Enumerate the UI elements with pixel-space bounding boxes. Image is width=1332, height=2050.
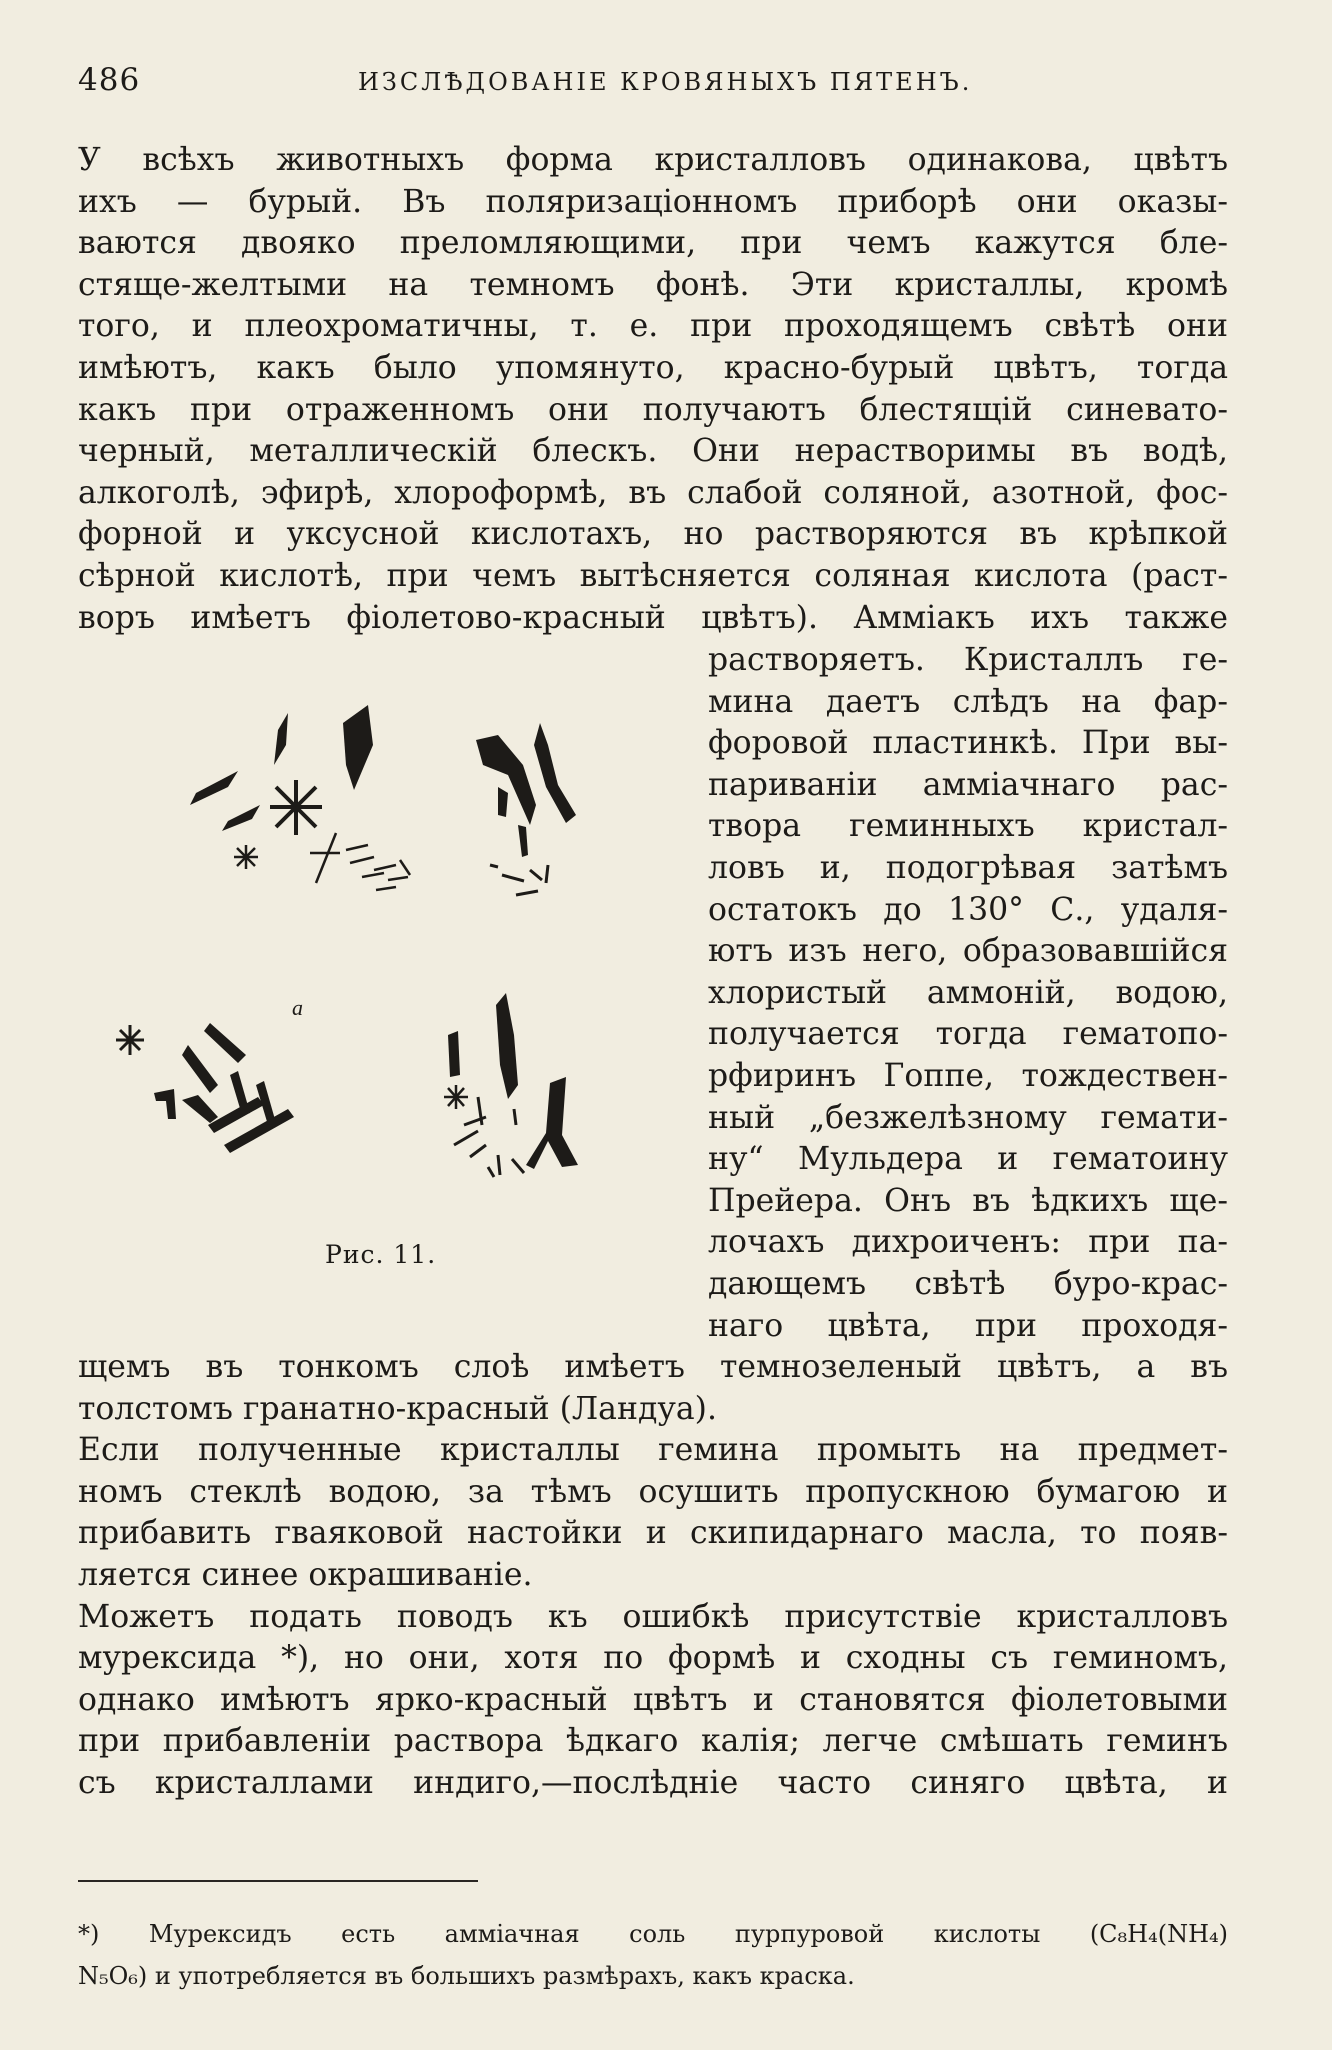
- figure-label-a: a: [292, 995, 303, 1020]
- text-line: черный, металлическій блескъ. Они нерастворимы въ водѣ,: [78, 433, 1228, 470]
- footnote-line: N₅O₆) и употребляется въ большихъ размѣрахъ, какъ краска.: [78, 1962, 855, 1990]
- page-number: 486: [78, 62, 141, 98]
- text-line: остатокъ до 130° С., удаля-: [708, 891, 1228, 928]
- text-line: толстомъ гранатно-красный (Ландуа).: [78, 1390, 717, 1427]
- paragraph-wrapped: [708, 640, 1228, 1347]
- text-line: однако имѣютъ ярко-красный цвѣтъ и становятся фіолетовыми: [78, 1681, 1228, 1718]
- text-line: лочахъ дихроиченъ: при па-: [708, 1224, 1228, 1261]
- text-line: наго цвѣта, при проходя-: [708, 1307, 1228, 1344]
- text-line: мурексида *), но они, хотя по формѣ и сходны съ геминомъ,: [78, 1640, 1228, 1677]
- text-line: ный „безжелѣзному гемати-: [708, 1099, 1228, 1136]
- text-line: ютъ изъ него, образовавшійся: [708, 933, 1228, 970]
- text-line: форной и уксусной кислотахъ, но растворяются въ крѣпкой: [78, 516, 1228, 553]
- paragraph-bottom: [78, 1347, 1228, 1805]
- text-line: ваются двояко преломляющими, при чемъ кажутся бле-: [78, 225, 1228, 262]
- text-line: ихъ — бурый. Въ поляризаціонномъ приборѣ они оказы-: [78, 183, 1228, 220]
- text-line: форовой пластинкѣ. При вы-: [708, 725, 1228, 762]
- text-line: Если полученные кристаллы гемина промыть на предмет-: [78, 1432, 1228, 1469]
- text-line: прибавить гваяковой настойки и скипидарнаго масла, то появ-: [78, 1515, 1228, 1552]
- text-line: какъ при отраженномъ они получаютъ блестящій синевато-: [78, 391, 1228, 428]
- text-line: твора геминныхъ кристал-: [708, 808, 1228, 845]
- text-line: при прибавленіи раствора ѣдкаго калія; легче смѣшать геминъ: [78, 1723, 1228, 1760]
- page-header: [78, 62, 1252, 106]
- text-line: имѣютъ, какъ было упомянуто, красно-бурый цвѣтъ, тогда: [78, 349, 1228, 386]
- text-line: сѣрной кислотѣ, при чемъ вытѣсняется соляная кислота (раст-: [78, 557, 1228, 594]
- text-line: Прейера. Онъ въ ѣдкихъ ще-: [708, 1182, 1228, 1219]
- footnote-divider: [78, 1880, 478, 1882]
- text-line: мина даетъ слѣдъ на фар-: [708, 683, 1228, 720]
- text-line: париваніи амміачнаго рас-: [708, 766, 1228, 803]
- text-line: воръ имѣетъ фіолетово-красный цвѣтъ). Амміакъ ихъ также: [78, 599, 1228, 636]
- text-line: Можетъ подать поводъ къ ошибкѣ присутствіе кристалловъ: [78, 1598, 1228, 1635]
- running-title: ИЗСЛѢДОВАНІЕ КРОВЯНЫХЪ ПЯТЕНЪ.: [358, 68, 973, 96]
- text-line: дающемъ свѣтѣ буро-крас-: [708, 1265, 1228, 1302]
- text-line: щемъ въ тонкомъ слоѣ имѣетъ темнозеленый цвѣтъ, а въ: [78, 1349, 1228, 1385]
- text-line: съ кристаллами индиго,—послѣдніе часто синяго цвѣта, и: [78, 1764, 1228, 1801]
- figure-crystals: [78, 705, 678, 1265]
- text-line: ляется синее окрашиваніе.: [78, 1556, 533, 1593]
- text-line: номъ стеклѣ водою, за тѣмъ осушить пропускною бумагою и: [78, 1473, 1228, 1510]
- text-line: получается тогда гематопо-: [708, 1016, 1228, 1053]
- paragraph-top: [78, 140, 1228, 639]
- text-line: стяще-желтыми на темномъ фонѣ. Эти кристаллы, кромѣ: [78, 266, 1228, 303]
- text-line: хлористый аммоній, водою,: [708, 974, 1228, 1011]
- crystal-illustration: [78, 705, 678, 1225]
- footnote: [78, 1913, 1228, 1997]
- text-line: рфиринъ Гоппе, тождествен-: [708, 1057, 1228, 1094]
- text-line: ловъ и, подогрѣвая затѣмъ: [708, 849, 1228, 886]
- text-line: того, и плеохроматичны, т. е. при проходящемъ свѣтѣ они: [78, 308, 1228, 345]
- text-line: У всѣхъ животныхъ форма кристалловъ одинакова, цвѣтъ: [78, 142, 1228, 178]
- text-line: ну“ Мульдера и гематоину: [708, 1141, 1228, 1178]
- text-line: алкоголѣ, эфирѣ, хлороформѣ, въ слабой соляной, азотной, фос-: [78, 474, 1228, 511]
- text-line: растворяетъ. Кристаллъ ге-: [708, 642, 1228, 678]
- footnote-line: *) Мурексидъ есть амміачная соль пурпуровой кислоты (C₈H₄(NH₄): [78, 1920, 1228, 1948]
- figure-caption: Рис. 11.: [325, 1240, 437, 1269]
